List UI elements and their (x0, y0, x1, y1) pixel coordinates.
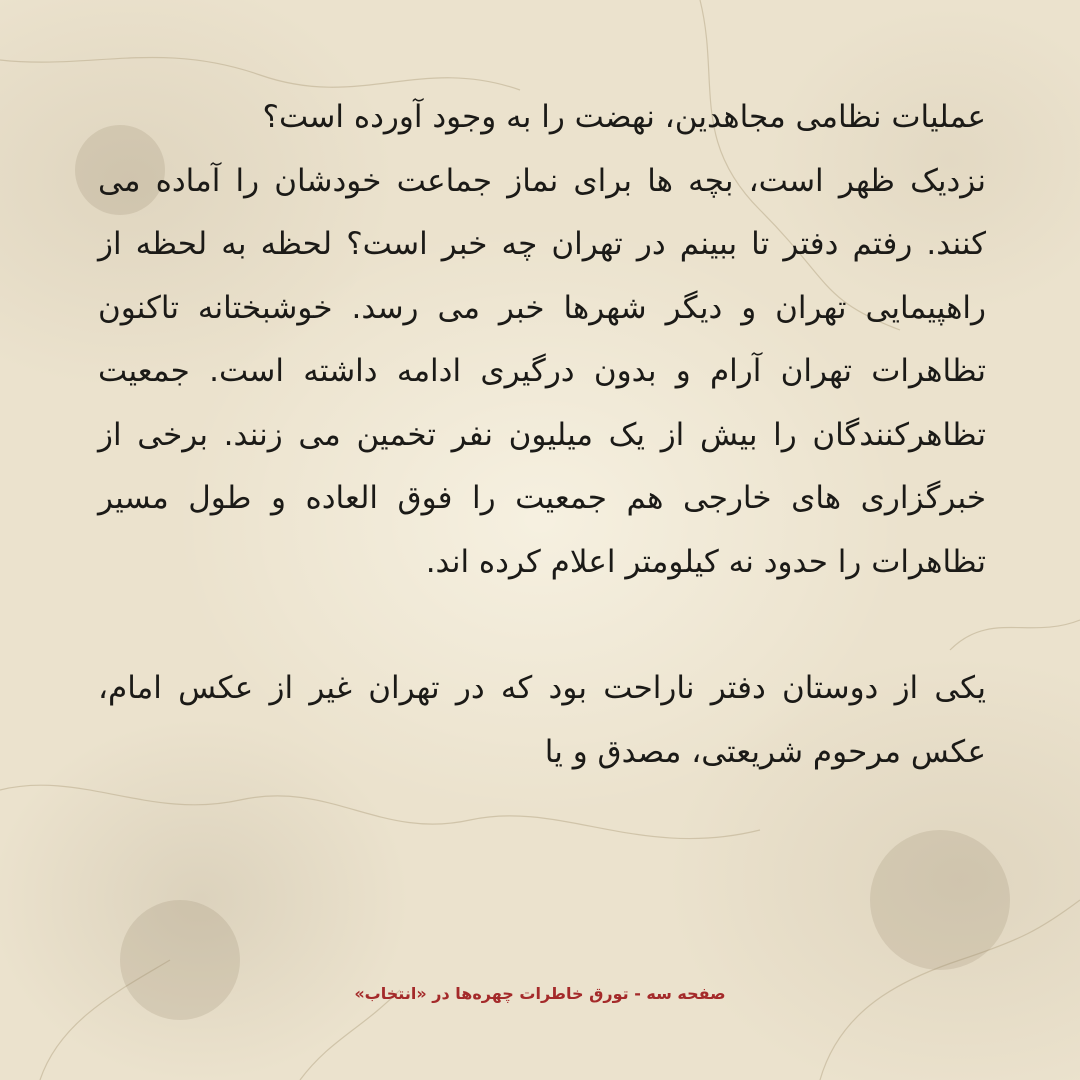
article-paragraph-continued: یکی از دوستان دفتر ناراحت بود که در تهران غیر از عکس امام، عکس مرحوم شریعتی، مصدق و یا (98, 670, 986, 770)
page-caption: صفحه سه - تورق خاطرات چهره‌ها در «انتخاب» (354, 984, 726, 1003)
article-paragraph-question: عملیات نظامی مجاهدین، نهضت را به وجود آورده است؟ (262, 99, 986, 135)
article-paragraph-main: نزدیک ظهر است، بچه ها برای نماز جماعت خودشان را آماده می کنند. رفتم دفتر تا ببینم در تهران چه خبر است؟ لحظه به لحظه از راهپیمایی تهران و دیگر شهرها خبر می رسد. خوشبختانه تاکنون تظاهرات تهران آرام و بدون درگیری ادامه داشته است. جمعیت تظاهرکنندگان را بیش از یک میلیون نفر تخمین می زنند. برخی از خبرگزاری های خارجی هم جمعیت را فوق العاده و طول مسیر تظاهرات را حدود نه کیلومتر اعلام کرده اند. (98, 162, 986, 580)
article-text (98, 86, 986, 784)
